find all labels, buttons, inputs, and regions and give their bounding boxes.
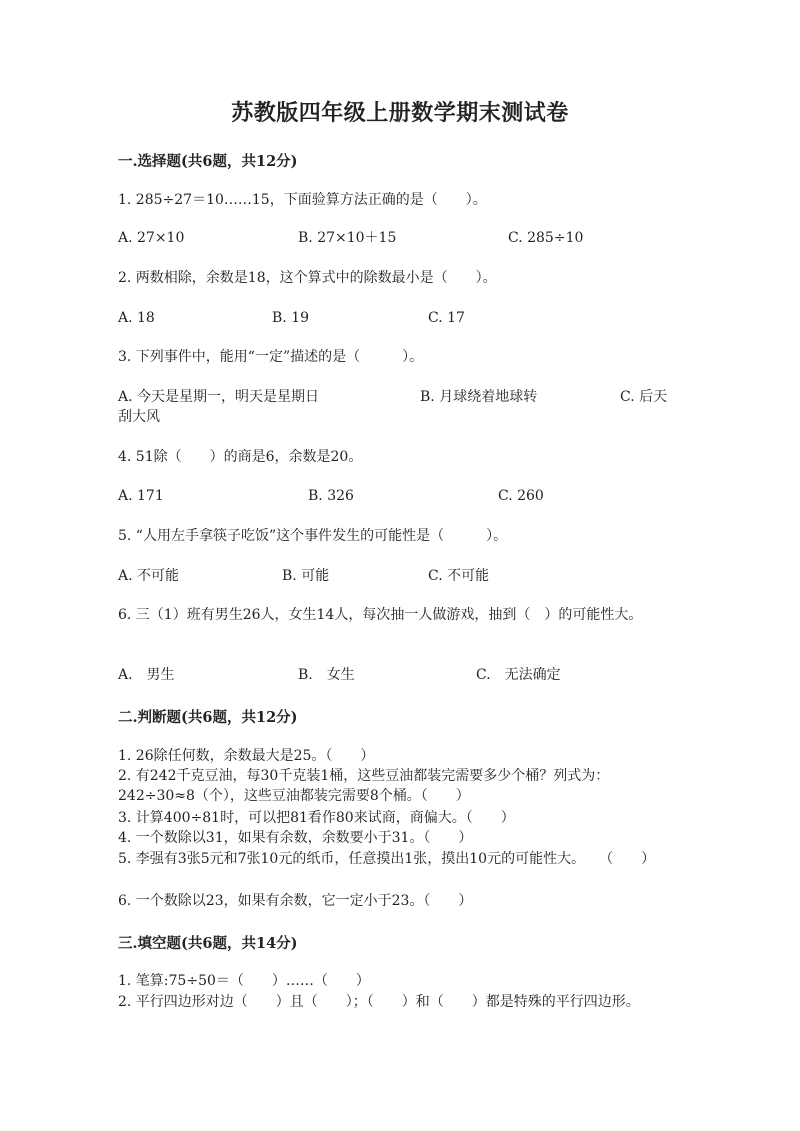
page-title: 苏教版四年级上册数学期末测试卷 [231, 100, 569, 126]
option-b: B. 326 [308, 488, 354, 504]
option-b: B. 27×10＋15 [298, 230, 397, 246]
section-heading-fill-blank: 三.填空题(共6题，共14分) [118, 935, 298, 952]
question-text: 5. 李强有3张5元和7张10元的纸币，任意摸出1张，摸出10元的可能性大。 （ ） [118, 851, 656, 867]
section-heading-choice: 一.选择题(共6题，共12分) [118, 153, 298, 170]
question-text: 1. 笔算:75÷50＝（ ）……（ ） [118, 973, 370, 989]
option-a: A. 18 [118, 310, 155, 326]
option-a: A. 171 [118, 488, 164, 504]
option-c: C. 无法确定 [476, 667, 561, 683]
option-a: A. 男生 [118, 667, 175, 683]
question-text: 4. 一个数除以31，如果有余数，余数要小于31。（ ） [118, 830, 473, 846]
option-c: C. 不可能 [428, 568, 490, 584]
option-a: A. 不可能 [118, 568, 180, 584]
question-text: 3. 计算400÷81时，可以把81看作80来试商，商偏大。（ ） [118, 810, 515, 826]
option-c: C. 285÷10 [508, 230, 584, 246]
option-c: C. 17 [428, 310, 465, 326]
option-c-continued: 刮大风 [118, 409, 160, 425]
question-text: 5. “人用左手拿筷子吃饭”这个事件发生的可能性是（ ）。 [118, 528, 508, 544]
section-heading-judgement: 二.判断题(共6题，共12分) [118, 709, 298, 726]
option-b: B. 女生 [298, 667, 355, 683]
option-c: C. 后天 [620, 389, 668, 405]
question-text: 2. 平行四边形对边（ ）且（ ）；（ ）和（ ）都是特殊的平行四边形。 [118, 994, 640, 1010]
question-text: 4. 51除（ ）的商是6，余数是20。 [118, 449, 363, 465]
question-text: 3. 下列事件中，能用“一定”描述的是（ ）。 [118, 349, 424, 365]
question-text: 6. 一个数除以23，如果有余数，它一定小于23。（ ） [118, 893, 473, 909]
option-b: B. 可能 [282, 568, 330, 584]
question-text: 2. 两数相除，余数是18，这个算式中的除数最小是（ ）。 [118, 270, 497, 286]
question-text: 1. 285÷27＝10……15，下面验算方法正确的是（ ）。 [118, 192, 487, 208]
question-text: 2. 有242千克豆油，每30千克装1桶，这些豆油都装完需要多少个桶？列式为：242÷30≈8（个），这些豆油都装完需要8个桶。（ ） [118, 768, 610, 804]
option-b: B. 19 [272, 310, 310, 326]
option-b: B. 月球绕着地球转 [420, 389, 538, 405]
option-c: C. 260 [498, 488, 544, 504]
question-text: 6. 三（1）班有男生26人，女生14人，每次抽一人做游戏，抽到（ ）的可能性大。 [118, 607, 643, 623]
option-a: A. 27×10 [118, 230, 185, 246]
question-text: 1. 26除任何数，余数最大是25。（ ） [118, 748, 375, 764]
option-a: A. 今天是星期一，明天是星期日 [118, 389, 320, 405]
